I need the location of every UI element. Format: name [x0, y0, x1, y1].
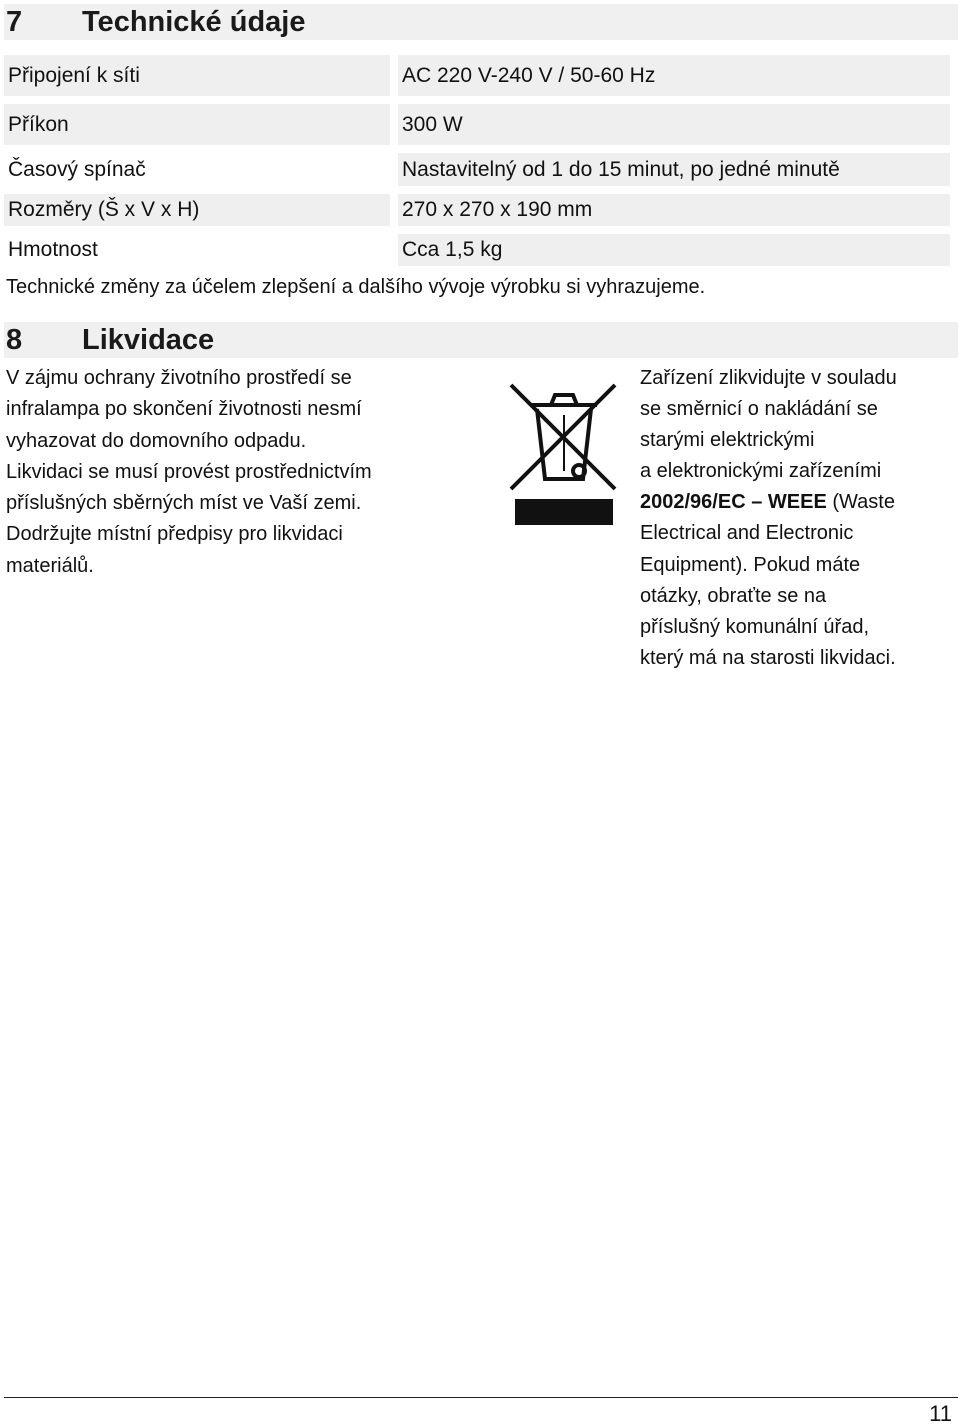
spec-label: Rozměry (Š x V x H): [4, 194, 390, 226]
spec-label: Příkon: [4, 104, 390, 145]
section-8-heading: [4, 322, 958, 358]
spec-value: Cca 1,5 kg: [398, 234, 950, 266]
text-line: Equipment). Pokud máte: [640, 553, 861, 576]
page-number: 11: [929, 1401, 952, 1426]
disposal-text-left: [6, 363, 446, 582]
text-line: příslušný komunální úřad,: [640, 615, 870, 638]
directive-dash: –: [745, 491, 768, 514]
text-line: starými elektrickými: [640, 429, 815, 452]
crossed-out-wheeled-bin-icon: [507, 375, 621, 527]
text-line: Likvidaci se musí provést prostřednictvím: [6, 460, 372, 483]
section-title: Technické údaje: [82, 5, 306, 38]
spec-row-power-consumption: [4, 104, 950, 145]
text-line: který má na starosti likvidaci.: [640, 646, 896, 669]
footer-divider: [4, 1397, 958, 1398]
directive-line: [640, 487, 958, 518]
spec-label: Hmotnost: [8, 238, 98, 261]
text-line: a elektronickými zařízeními: [640, 460, 882, 483]
disposal-text-right: [640, 363, 958, 674]
section-number: 7: [6, 5, 23, 38]
text-line: Electrical and Electronic: [640, 522, 854, 545]
spec-value: AC 220 V-240 V / 50-60 Hz: [398, 55, 950, 96]
text-line: Dodržujte místní předpisy pro likvidaci: [6, 523, 343, 546]
directive-number: 2002/96/EC: [640, 491, 746, 514]
spec-label: Časový spínač: [8, 157, 146, 181]
spec-row-dimensions: [4, 194, 950, 226]
text-line: otázky, obraťte se na: [640, 584, 827, 607]
text-line: Zařízení zlikvidujte v souladu: [640, 367, 897, 389]
technical-changes-note: Technické změny za účelem zlepšení a dalšího vývoje výrobku si vyhrazujeme.: [6, 276, 706, 298]
text-line: vyhazovat do domovního odpadu.: [6, 429, 307, 452]
spec-value: 270 x 270 x 190 mm: [398, 194, 950, 226]
text-line: příslušných sběrných míst ve Vaší zemi.: [6, 492, 362, 515]
section-number: 8: [6, 323, 23, 356]
spec-row-weight: [4, 234, 950, 266]
section-7-heading: [4, 4, 958, 40]
spec-value: 300 W: [398, 104, 950, 145]
text-line: V zájmu ochrany životního prostředí se: [6, 367, 352, 389]
spec-row-timer: [4, 153, 950, 186]
text-line: infralampa po skončení životnosti nesmí: [6, 398, 362, 421]
spec-label: Připojení k síti: [4, 55, 390, 96]
text-line: se směrnicí o nakládání se: [640, 398, 878, 421]
spec-value: Nastavitelný od 1 do 15 minut, po jedné minutě: [398, 153, 950, 186]
text-line: materiálů.: [6, 554, 94, 577]
weee-label: WEEE: [767, 491, 827, 514]
section-title: Likvidace: [82, 323, 215, 356]
spec-row-power-supply: [4, 55, 950, 96]
text-fragment: (Waste: [826, 491, 895, 514]
